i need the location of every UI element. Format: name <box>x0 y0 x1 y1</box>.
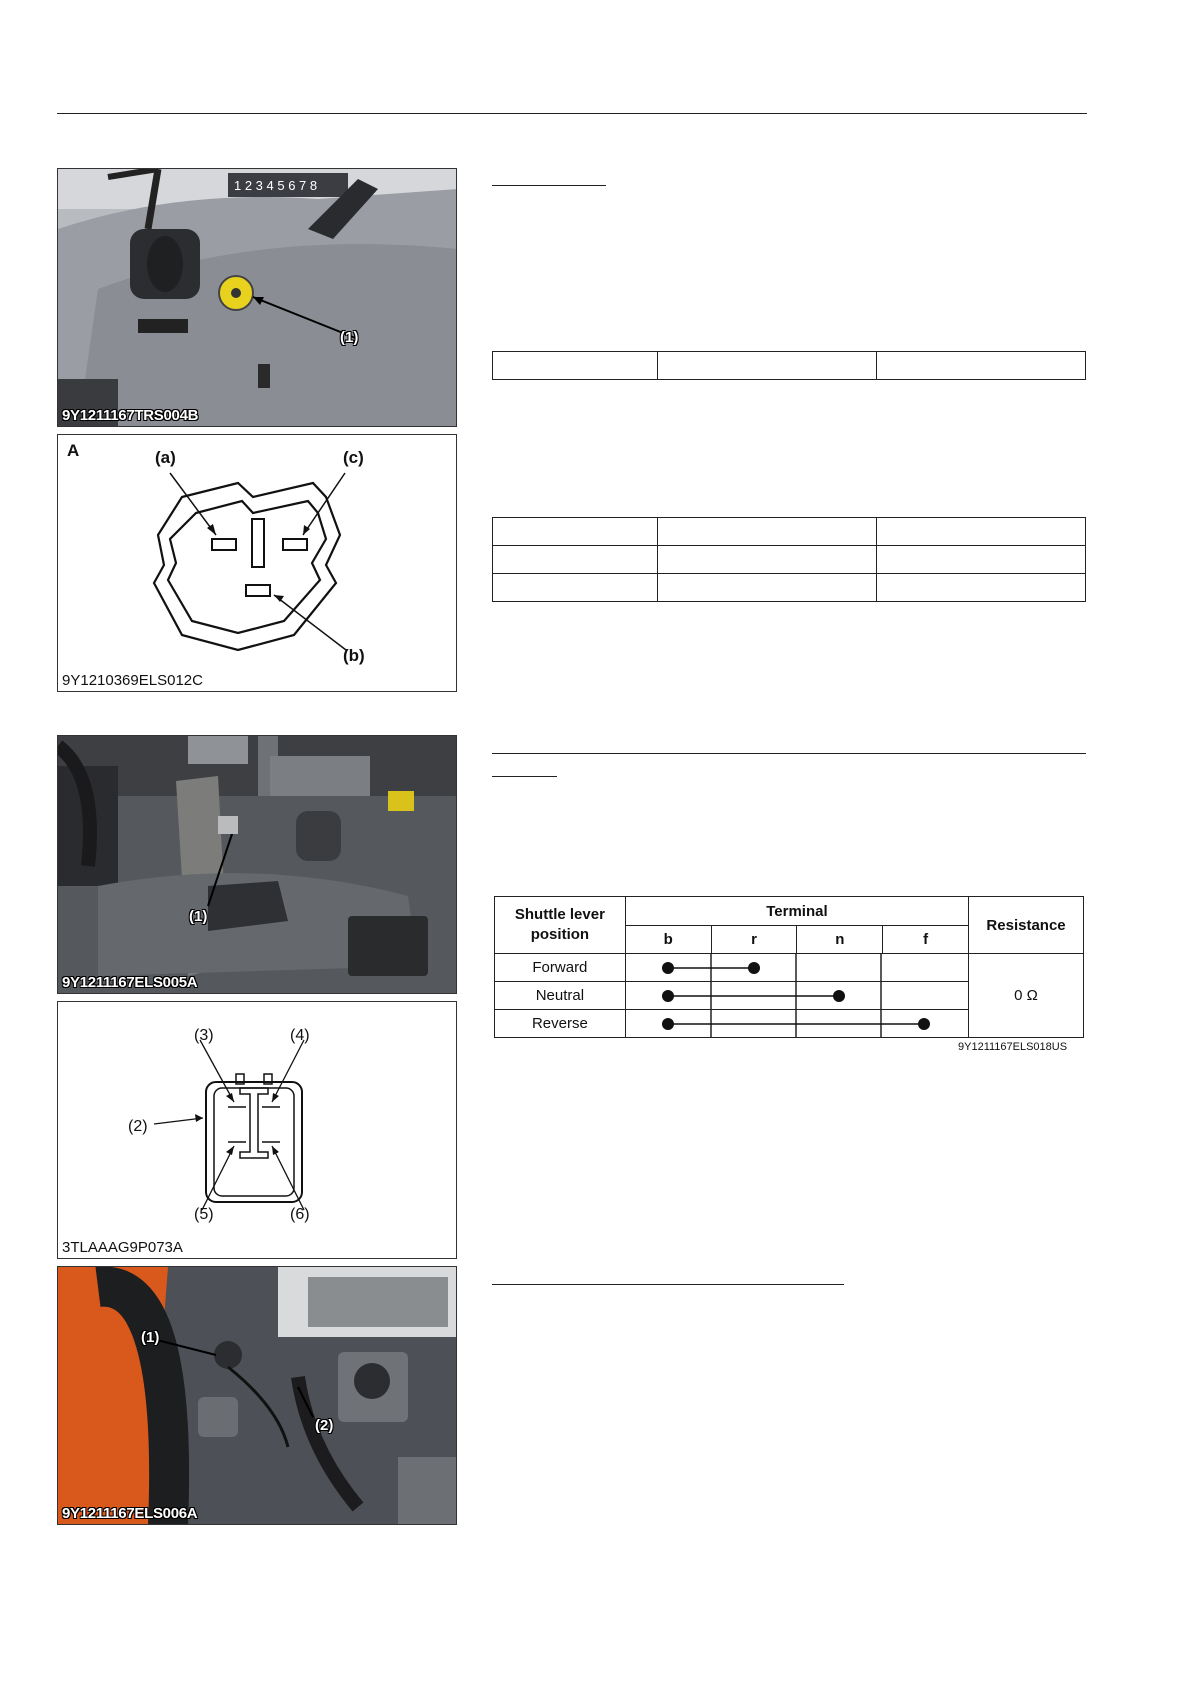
spec-table-2-cell <box>658 574 877 602</box>
neutral-continuity-line <box>626 982 968 1010</box>
neutral-continuity-cell <box>625 982 968 1010</box>
spec-table-1-cell <box>658 352 877 380</box>
terminal-b-header: b <box>625 926 711 954</box>
terminal-r-header: r <box>711 926 797 954</box>
figure-code: 9Y1210369ELS012C <box>62 672 203 689</box>
figure-dash-sensor-photo <box>57 1266 457 1525</box>
connector-drawing <box>58 1002 457 1259</box>
figure-switch-connector-diagram <box>57 1001 457 1259</box>
spec-table-2-cell <box>493 574 658 602</box>
spec-table-2-cell <box>493 518 658 546</box>
resistance-value: 0 Ω <box>969 954 1084 1038</box>
section-3-heading-rule <box>492 1284 844 1285</box>
terminal-5-label: (5) <box>194 1206 214 1223</box>
figure-pedal-switch-photo <box>57 735 457 994</box>
section-2-subheading-rule <box>492 776 557 777</box>
photo-illustration <box>58 169 457 427</box>
table-figure-code: 9Y1211167ELS018US <box>958 1041 1068 1053</box>
terminal-4-label: (4) <box>290 1027 310 1044</box>
forward-continuity-cell <box>625 954 968 982</box>
dial-numbers: 1 2 3 4 5 6 7 8 <box>234 178 318 193</box>
callout-2: (2) <box>315 1417 334 1434</box>
photo-illustration <box>58 736 457 994</box>
terminal-b-label: (b) <box>343 646 365 665</box>
callout-1: (1) <box>340 329 359 346</box>
terminal-a-label: (a) <box>155 448 176 467</box>
terminal-3-label: (3) <box>194 1027 214 1044</box>
figure-code: 9Y1211167TRS004B <box>62 407 199 424</box>
header-shuttle-lever-position: Shuttle lever position <box>495 897 626 954</box>
terminal-c-label: (c) <box>343 448 364 467</box>
terminal-f-header: f <box>883 926 969 954</box>
header-resistance: Resistance <box>969 897 1084 954</box>
spec-table-2-cell <box>877 574 1086 602</box>
spec-table-2-cell <box>877 546 1086 574</box>
row-position-forward: Forward <box>495 954 626 982</box>
row-position-reverse: Reverse <box>495 1010 626 1038</box>
spec-table-2-cell <box>877 518 1086 546</box>
spec-table-2-cell <box>658 518 877 546</box>
callout-1: (1) <box>141 1329 160 1346</box>
spec-table-2 <box>492 517 1086 602</box>
terminal-2-label: (2) <box>128 1118 148 1135</box>
section-2-heading-rule <box>492 753 1086 754</box>
row-position-neutral: Neutral <box>495 982 626 1010</box>
section-1-heading-rule <box>492 185 606 186</box>
spec-table-2-cell <box>658 546 877 574</box>
callout-1: (1) <box>189 908 208 925</box>
header-terminal: Terminal <box>625 897 968 926</box>
figure-connector-a-diagram <box>57 434 457 692</box>
figure-code: 9Y1211167ELS006A <box>62 1505 198 1522</box>
spec-table-1 <box>492 351 1086 380</box>
spec-table-1-cell <box>877 352 1086 380</box>
view-label: A <box>67 441 80 460</box>
spec-table-1-cell <box>493 352 658 380</box>
figure-shuttle-lever-photo <box>57 168 457 427</box>
terminal-6-label: (6) <box>290 1206 310 1223</box>
shuttle-continuity-table <box>494 896 1084 1038</box>
header-rule <box>57 113 1087 114</box>
spec-table-2-cell <box>493 546 658 574</box>
photo-illustration <box>58 1267 457 1525</box>
figure-code: 9Y1211167ELS005A <box>62 974 198 991</box>
connector-a-drawing <box>58 435 457 692</box>
terminal-n-header: n <box>797 926 883 954</box>
reverse-continuity-line <box>626 1010 968 1038</box>
figure-code: 3TLAAAG9P073A <box>62 1239 183 1256</box>
forward-continuity-line <box>626 954 968 982</box>
reverse-continuity-cell <box>625 1010 968 1038</box>
